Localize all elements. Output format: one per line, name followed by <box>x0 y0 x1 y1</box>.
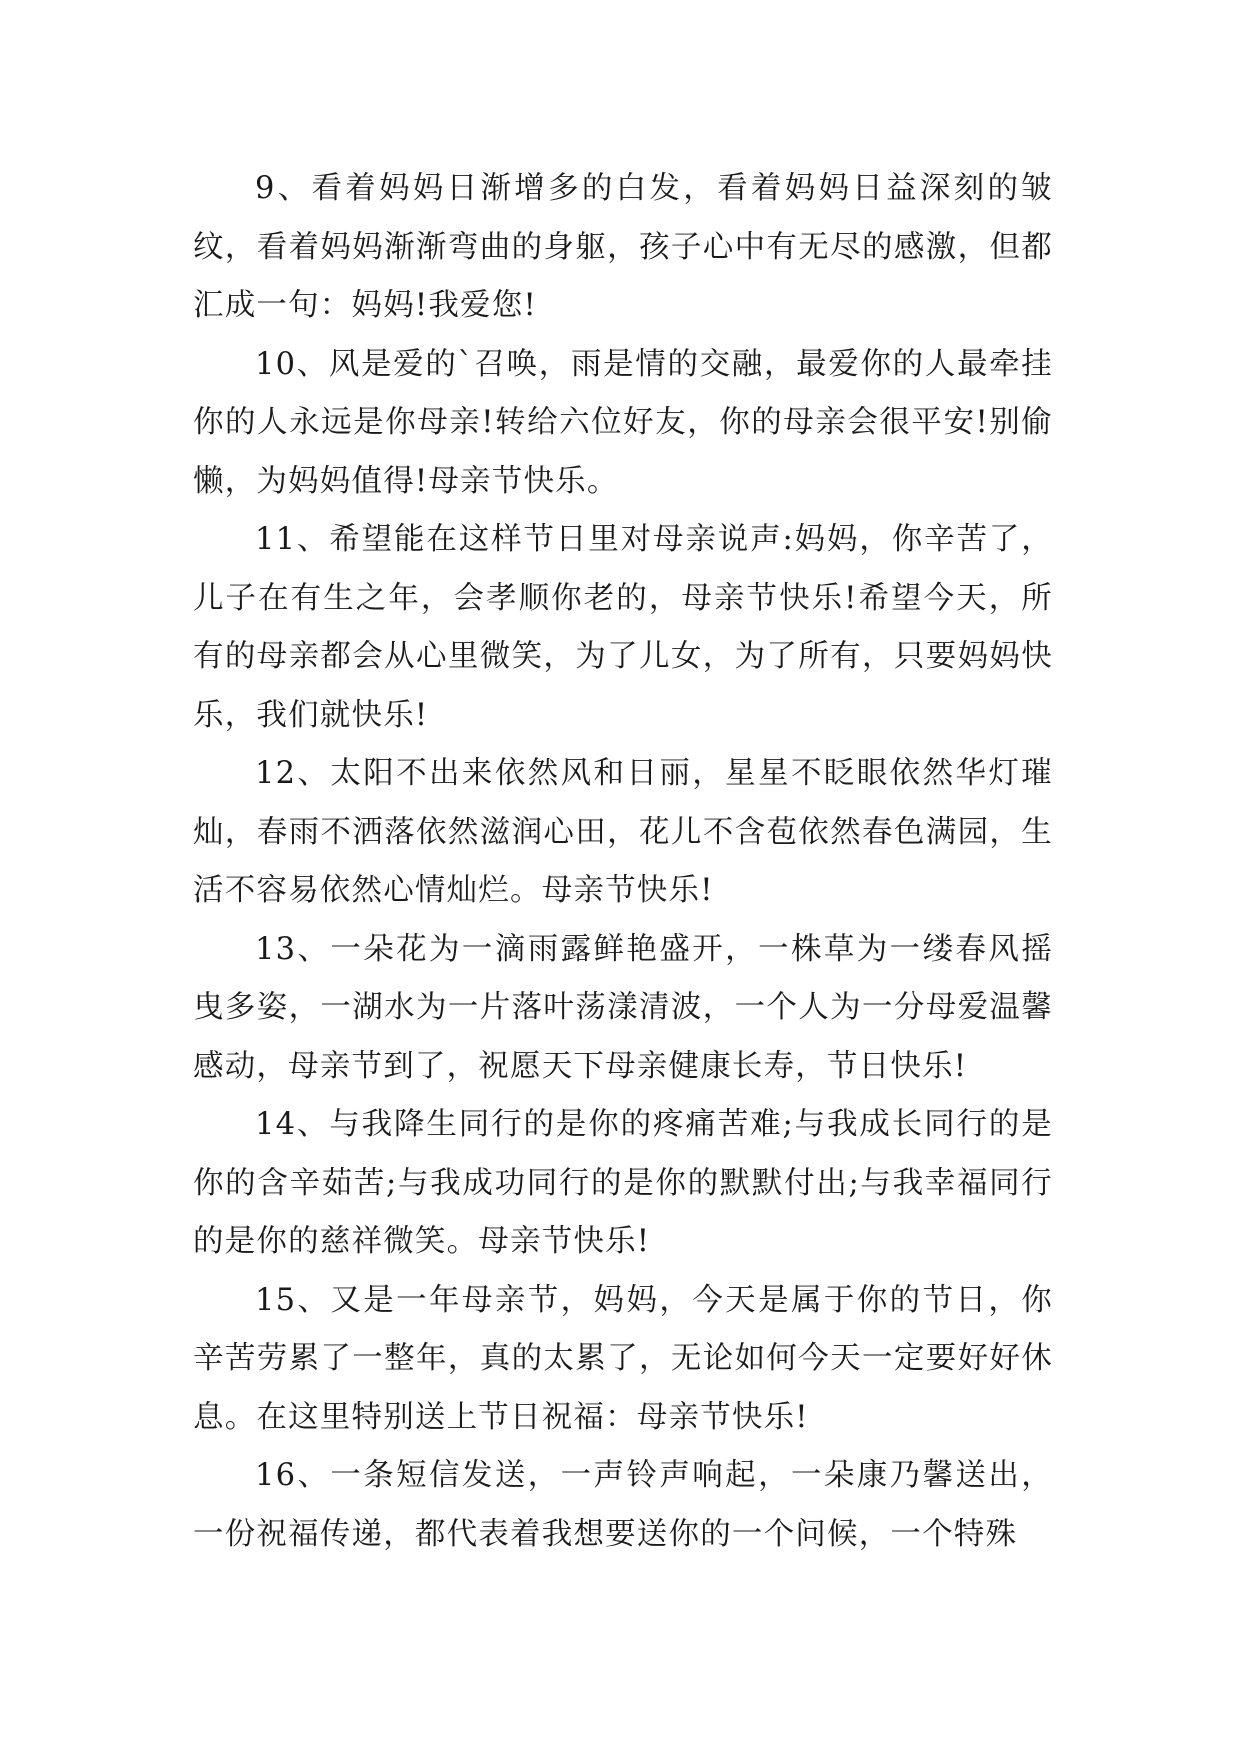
paragraph-12: 12、太阳不出来依然风和日丽，星星不眨眼依然华灯璀灿，春雨不洒落依然滋润心田，花儿不含苞依然春色满园，生活不容易依然心情灿烂。母亲节快乐! <box>193 756 1053 908</box>
paragraph-10: 10、风是爱的`召唤，雨是情的交融，最爱你的人最牵挂你的人永远是你母亲!转给六位好友，你的母亲会很平安!别偷懒，为妈妈值得!母亲节快乐。 <box>193 346 1053 499</box>
paragraph-16: 16、一条短信发送，一声铃声响起，一朵康乃馨送出，一份祝福传递，都代表着我想要送你的一个问候，一个特殊 <box>193 1458 1053 1552</box>
paragraph-14: 14、与我降生同行的是你的疼痛苦难;与我成长同行的是你的含辛茹苦;与我成功同行的是你的默默付出;与我幸福同行的是你的慈祥微笑。母亲节快乐! <box>193 1107 1053 1259</box>
paragraph-15: 15、又是一年母亲节，妈妈，今天是属于你的节日，你辛苦劳累了一整年，真的太累了，无论如何今天一定要好好休息。在这里特别送上节日祝福：母亲节快乐! <box>193 1282 1053 1435</box>
paragraph-11: 11、希望能在这样节日里对母亲说声:妈妈，你辛苦了，儿子在有生之年，会孝顺你老的，母亲节快乐!希望今天，所有的母亲都会从心里微笑，为了儿女，为了所有，只要妈妈快乐，我们就快乐! <box>193 522 1053 733</box>
paragraph-13: 13、一朵花为一滴雨露鲜艳盛开，一株草为一缕春风摇曳多姿，一湖水为一片落叶荡漾清波，一个人为一分母爱温馨感动，母亲节到了，祝愿天下母亲健康长寿，节日快乐! <box>193 931 1053 1084</box>
paragraph-9: 9、看着妈妈日渐增多的白发，看着妈妈日益深刻的皱纹，看着妈妈渐渐弯曲的身躯，孩子心中有无尽的感激，但都汇成一句：妈妈!我爱您! <box>193 171 1053 323</box>
document-body <box>193 160 1053 1564</box>
